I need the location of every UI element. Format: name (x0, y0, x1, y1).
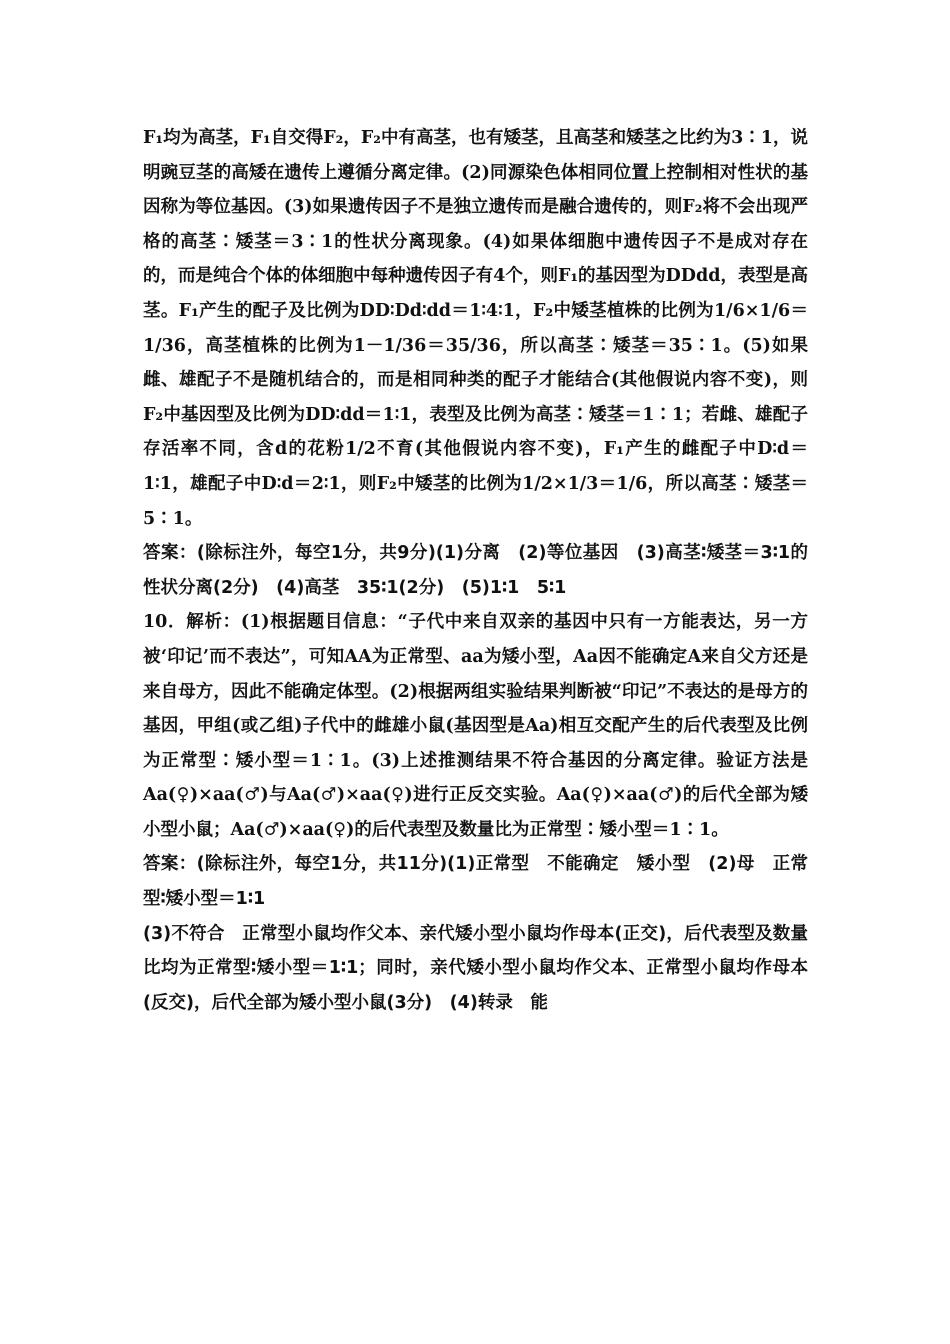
q10-answer-continued-paragraph: (3)不符合 正常型小鼠均作父本、亲代矮小型小鼠均作母本(正交)，后代表型及数量比均为正常型∶矮小型＝1∶1；同时，亲代矮小型小鼠均作父本、正常型小鼠均作母本(反交)，后代全部为矮小型小鼠(3分) (4)转录 能 (143, 923, 808, 1013)
q9-explanation-paragraph: F₁均为高茎，F₁自交得F₂，F₂中有高茎，也有矮茎，且高茎和矮茎之比约为3∶1，说明豌豆茎的高矮在遗传上遵循分离定律。(2)同源染色体相同位置上控制相对性状的基因称为等位基因。(3)如果遗传因子不是独立遗传而是融合遗传的，则F₂将不会出现严格的高茎∶矮茎＝3∶1的性状分离现象。(4)如果体细胞中遗传因子不是成对存在的，而是纯合个体的体细胞中每种遗传因子有4个，则F₁的基因型为DDdd，表型是高茎。F₁产生的配子及比例为DD∶Dd∶dd＝1∶4∶1，F₂中矮茎植株的比例为1/6×1/6＝1/36，高茎植株的比例为1－1/36＝35/36，所以高茎∶矮茎＝35∶1。(5)如果雌、雄配子不是随机结合的，而是相同种类的配子才能结合(其他假说内容不变)，则F₂中基因型及比例为DD∶dd＝1∶1，表型及比例为高茎∶矮茎＝1∶1；若雌、雄配子存活率不同，含d的花粉1/2不育(其他假说内容不变)，F₁产生的雌配子中D∶d＝1∶1，雄配子中D∶d＝2∶1，则F₂中矮茎的比例为1/2×1/3＝1/6，所以高茎∶矮茎＝5∶1。 (143, 128, 808, 529)
q10-explanation-paragraph: 10．解析：(1)根据题目信息：“子代中来自双亲的基因中只有一方能表达，另一方被‘印记’而不表达”，可知AA为正常型、aa为矮小型，Aa因不能确定A来自父方还是来自母方，因此不能确定体型。(2)根据两组实验结果判断被“印记”不表达的是母方的基因，甲组(或乙组)子代中的雌雄小鼠(基因型是Aa)相互交配产生的后代表型及比例为正常型∶矮小型＝1∶1。(3)上述推测结果不符合基因的分离定律。验证方法是Aa(♀)×aa(♂)与Aa(♂)×aa(♀)进行正反交实验。Aa(♀)×aa(♂)的后代全部为矮小型小鼠；Aa(♂)×aa(♀)的后代表型及数量比为正常型∶矮小型＝1∶1。 (143, 612, 808, 840)
q9-answer-paragraph: 答案：(除标注外，每空1分，共9分)(1)分离 (2)等位基因 (3)高茎∶矮茎＝3∶1的性状分离(2分) (4)高茎 35∶1(2分) (5)1∶1 5∶1 (143, 543, 808, 598)
q10-answer-paragraph: 答案：(除标注外，每空1分，共11分)(1)正常型 不能确定 矮小型 (2)母 正常型∶矮小型＝1∶1 (143, 854, 808, 910)
document-page (143, 121, 808, 1020)
